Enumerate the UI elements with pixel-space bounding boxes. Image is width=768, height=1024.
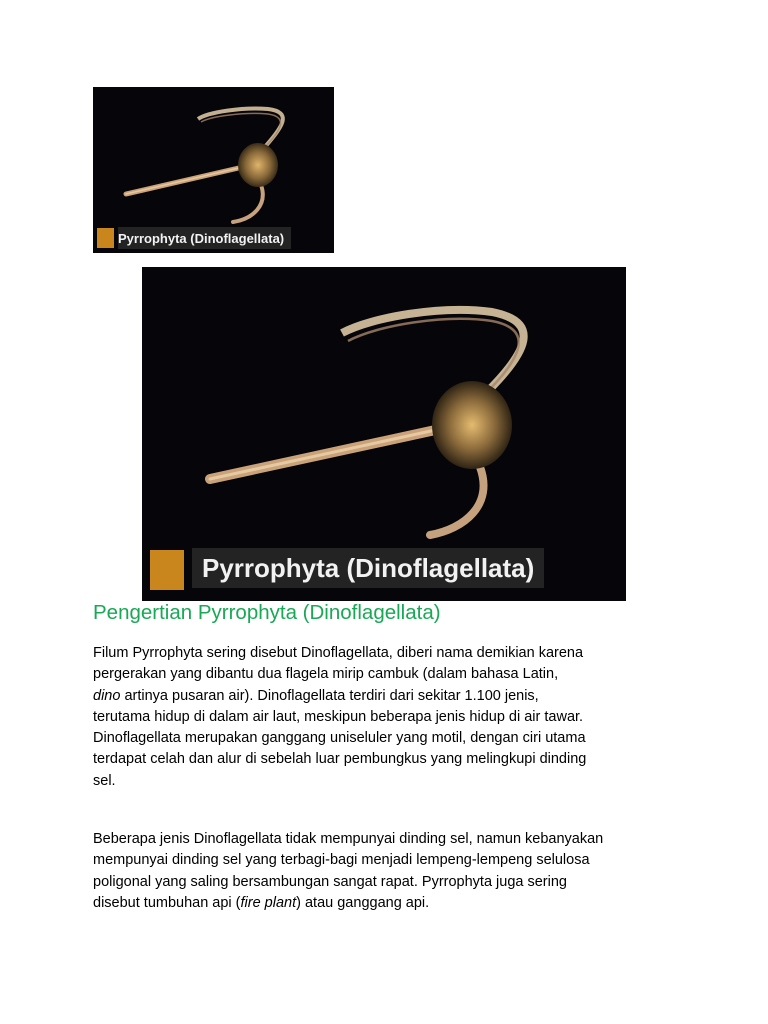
dinoflagellate-photo-small	[93, 87, 334, 253]
text-fragment: artinya pusaran air). Dinoflagellata terdiri dari sekitar 1.100 jenis,	[120, 687, 539, 704]
text-line: terutama hidup di dalam air laut, meskipun beberapa jenis hidup di air tawar.	[93, 708, 584, 725]
paragraph-definition	[93, 643, 693, 792]
text-fragment: disebut tumbuhan api (	[93, 894, 241, 911]
text-line: mempunyai dinding sel yang terbagi-bagi menjadi lempeng-lempeng selulosa	[93, 852, 590, 869]
text-line: Beberapa jenis Dinoflagellata tidak mempunyai dinding sel, namun kebanyakan	[93, 831, 604, 847]
caption-swatch	[150, 550, 184, 590]
text-line: sel.	[93, 772, 116, 789]
text-fragment: ) atau ganggang api.	[296, 894, 430, 911]
text-line: terdapat celah dan alur di sebelah luar pembungkus yang melingkupi dinding	[93, 751, 587, 768]
text-line: poligonal yang saling bersambungan sangat rapat. Pyrrophyta juga sering	[93, 873, 567, 890]
caption-text: Pyrrophyta (Dinoflagellata)	[202, 552, 535, 583]
text-line	[93, 686, 693, 707]
dinoflagellate-photo-large	[142, 267, 626, 601]
text-line	[93, 893, 693, 914]
text-line: Dinoflagellata merupakan ganggang uniseluler yang motil, dengan ciri utama	[93, 730, 586, 747]
image-caption	[192, 548, 544, 588]
section-heading: Pengertian Pyrrophyta (Dinoflagellata)	[93, 601, 441, 624]
image-caption	[118, 227, 291, 249]
caption-swatch	[97, 228, 114, 248]
italic-term: fire plant	[240, 894, 297, 911]
paragraph-cell-wall	[93, 829, 693, 914]
caption-text: Pyrrophyta (Dinoflagellata)	[118, 230, 285, 246]
italic-term: dino	[93, 687, 121, 704]
text-line: pergerakan yang dibantu dua flagela mirip cambuk (dalam bahasa Latin,	[93, 666, 559, 683]
text-line: Filum Pyrrophyta sering disebut Dinoflagellata, diberi nama demikian karena	[93, 645, 584, 661]
